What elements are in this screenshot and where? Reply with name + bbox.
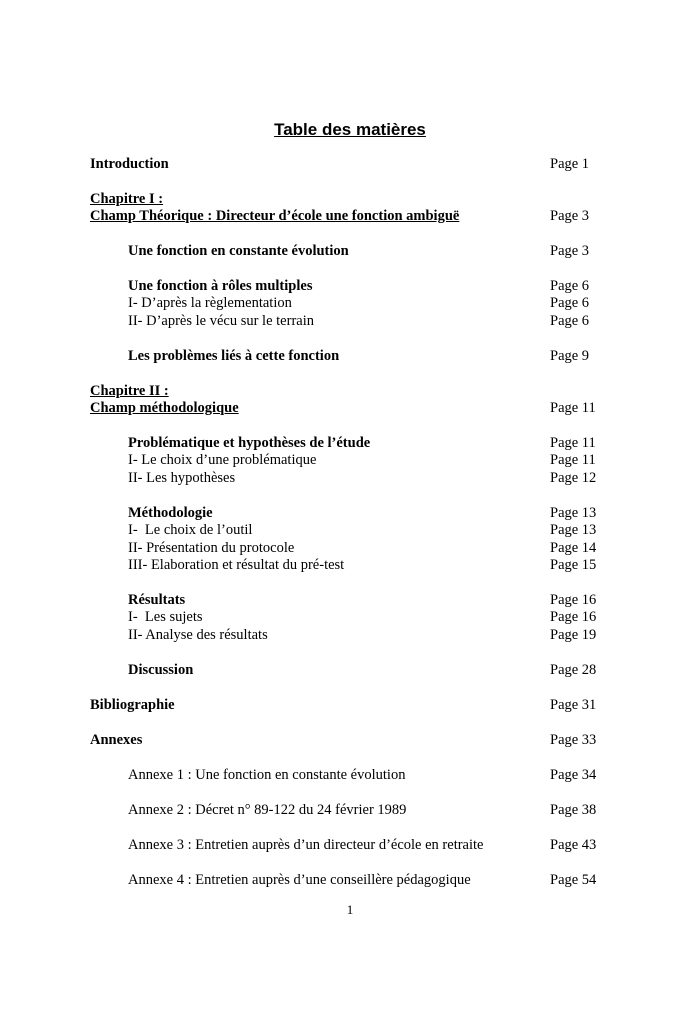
- toc-page-ref: Page 16: [550, 609, 597, 625]
- toc-label: Discussion: [128, 662, 194, 678]
- toc-label: Résultats: [128, 592, 186, 608]
- toc-page-ref: Page 6: [550, 278, 590, 294]
- toc-entry-annexe: [0, 871, 700, 889]
- toc-label: Problématique et hypothèses de l’étude: [128, 435, 371, 451]
- toc-label: I- D’après la règlementation: [128, 295, 292, 311]
- toc-entry-annexe: [0, 801, 700, 819]
- toc-entry-subsection: [0, 294, 700, 312]
- toc-title: Table des matières: [274, 120, 426, 139]
- toc-entry-chapter-2-heading: [0, 382, 700, 400]
- toc-page-ref: Page 6: [550, 295, 590, 311]
- toc-page-ref: Page 11: [550, 452, 596, 468]
- toc-label: I- Les sujets: [128, 609, 203, 625]
- toc-label: Annexe 1 : Une fonction en constante évolution: [128, 767, 406, 783]
- toc-page-ref: Page 6: [550, 313, 590, 329]
- toc-label: Annexes: [90, 732, 143, 748]
- toc-page-ref: Page 11: [550, 435, 596, 451]
- toc-page-ref: Page 19: [550, 627, 597, 643]
- toc-label: II- Présentation du protocole: [128, 540, 295, 556]
- toc-entry-subsection: [0, 469, 700, 487]
- toc-label: III- Elaboration et résultat du pré-test: [128, 557, 345, 573]
- toc-entry-annexes: [0, 731, 700, 749]
- toc-entry-subsection: [0, 312, 700, 330]
- toc-entry-annexe: [0, 836, 700, 854]
- toc-entry-bibliographie: [0, 696, 700, 714]
- toc-label: Champ Théorique : Directeur d’école une fonction ambiguë: [90, 208, 460, 224]
- toc-page-ref: Page 9: [550, 348, 590, 364]
- toc-page-ref: Page 13: [550, 522, 597, 538]
- toc-entry-subsection: [0, 556, 700, 574]
- toc-label: II- Les hypothèses: [128, 470, 236, 486]
- toc-entry-chapter-1-heading: [0, 190, 700, 208]
- toc-page-ref: Page 43: [550, 837, 597, 853]
- toc-entry-chapter-2-title: [0, 399, 700, 417]
- toc-label: I- Le choix d’une problématique: [128, 452, 317, 468]
- toc-page-ref: Page 14: [550, 540, 597, 556]
- toc-entry-subsection: [0, 608, 700, 626]
- toc-entry-section: [0, 242, 700, 260]
- toc-page-ref: Page 12: [550, 470, 597, 486]
- toc-label: Annexe 3 : Entretien auprès d’un directeur d’école en retraite: [128, 837, 484, 853]
- toc-entry-chapter-1-title: [0, 207, 700, 225]
- toc-page-ref: Page 33: [550, 732, 597, 748]
- toc-label: Chapitre II :: [90, 383, 169, 399]
- toc-page-ref: Page 16: [550, 592, 597, 608]
- toc-entry-subsection: [0, 451, 700, 469]
- toc-page-ref: Page 31: [550, 697, 597, 713]
- toc-entry-subsection: [0, 626, 700, 644]
- toc-page-ref: Page 28: [550, 662, 597, 678]
- toc-page-ref: Page 3: [550, 243, 590, 259]
- toc-entry-section: [0, 591, 700, 609]
- toc-page-ref: Page 34: [550, 767, 597, 783]
- toc-entry-section: [0, 504, 700, 522]
- toc-page-ref: Page 13: [550, 505, 597, 521]
- toc-page-ref: Page 15: [550, 557, 597, 573]
- toc-entry-introduction: [0, 155, 700, 173]
- toc-label: Annexe 4 : Entretien auprès d’une conseillère pédagogique: [128, 872, 471, 888]
- toc-entry-section: [0, 277, 700, 295]
- toc-label: Introduction: [90, 156, 169, 172]
- toc-page-ref: Page 1: [550, 156, 590, 172]
- toc-label: Chapitre I :: [90, 191, 164, 207]
- toc-label: Une fonction à rôles multiples: [128, 278, 313, 294]
- toc-page-ref: Page 11: [550, 400, 596, 416]
- toc-label: Méthodologie: [128, 505, 213, 521]
- toc-label: II- D’après le vécu sur le terrain: [128, 313, 314, 329]
- toc-label: Annexe 2 : Décret n° 89-122 du 24 février 1989: [128, 802, 407, 818]
- toc-entry-annexe: [0, 766, 700, 784]
- page-number: 1: [346, 902, 354, 917]
- toc-label: Bibliographie: [90, 697, 175, 713]
- toc-entry-subsection: [0, 539, 700, 557]
- toc-label: Champ méthodologique: [90, 400, 239, 416]
- toc-label: II- Analyse des résultats: [128, 627, 268, 643]
- toc-page-ref: Page 3: [550, 208, 590, 224]
- toc-label: I- Le choix de l’outil: [128, 522, 253, 538]
- toc-label: Une fonction en constante évolution: [128, 243, 349, 259]
- toc-entry-section: [0, 434, 700, 452]
- toc-page-ref: Page 38: [550, 802, 597, 818]
- toc-entry-section: [0, 661, 700, 679]
- toc-entry-subsection: [0, 521, 700, 539]
- toc-page-ref: Page 54: [550, 872, 597, 888]
- toc-label: Les problèmes liés à cette fonction: [128, 348, 340, 364]
- toc-entry-section: [0, 347, 700, 365]
